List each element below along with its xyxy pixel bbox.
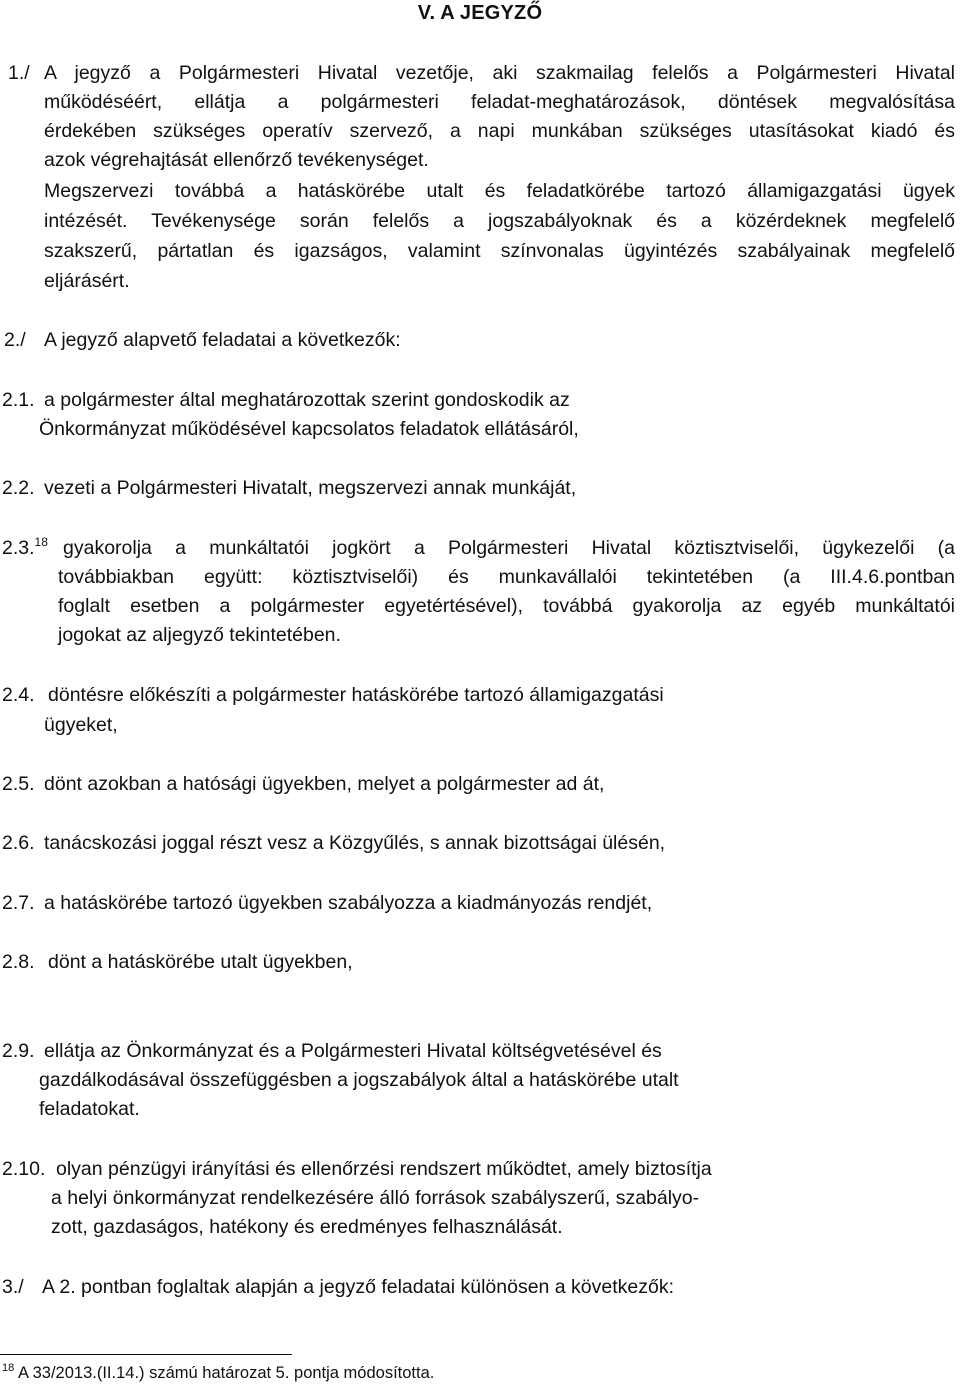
item-number	[2, 534, 48, 563]
footnote-mark: 18	[2, 1362, 15, 1374]
section1-line: szakszerű, pártatlan és igazságos, valamint színvonalas ügyintézés szabályainak megfelelő	[44, 240, 955, 262]
item-number: 2.7.	[2, 892, 35, 914]
item-line: feladatokat.	[39, 1098, 140, 1120]
section1-line: érdekében szükséges operatív szervező, a napi munkában szükséges utasításokat kiadó és	[44, 120, 955, 142]
item-line: tanácskozási joggal részt vesz a Közgyűlés, s annak bizottságai ülésén,	[44, 832, 666, 854]
item-line: a polgármester által meghatározottak szerint gondoskodik az	[44, 389, 570, 411]
item-line: foglalt esetben a polgármester egyetértésével), továbbá gyakorolja az egyéb munkáltatói	[58, 595, 955, 617]
item-number: 2.5.	[2, 773, 35, 795]
item-line: továbbiakban együtt: köztisztviselői) és munkavállalói tekintetében (a III.4.6.pontban	[58, 566, 955, 588]
section1-line: eljárásért.	[44, 270, 130, 292]
section1-line: működéséért, ellátja a polgármesteri feladat-meghatározások, döntések megvalósítása	[44, 91, 955, 113]
item-line: a hatáskörébe tartozó ügyekben szabályozza a kiadmányozás rendjét,	[44, 892, 653, 914]
item-line: gyakorolja a munkáltatói jogkört a Polgármesteri Hivatal köztisztviselői, ügykezelői (a	[63, 537, 955, 559]
item-line: döntésre előkészíti a polgármester hatáskörébe tartozó államigazgatási	[48, 684, 664, 706]
item-line: gazdálkodásával összefüggésben a jogszabályok által a hatáskörébe utalt	[39, 1069, 679, 1091]
section1-number: 1./	[8, 62, 30, 84]
section2-number: 2./	[4, 329, 26, 351]
footnote-divider	[0, 1354, 292, 1355]
item-number: 2.6.	[2, 832, 35, 854]
section3-number: 3./	[2, 1276, 24, 1298]
item-number: 2.1.	[2, 389, 35, 411]
item-line: jogokat az aljegyző tekintetében.	[58, 624, 341, 646]
footnote-text: A 33/2013.(II.14.) számú határozat 5. pontja módosította.	[17, 1364, 435, 1382]
item-number: 2.9.	[2, 1040, 35, 1062]
item-number: 2.2.	[2, 477, 35, 499]
item-line: dönt a hatáskörébe utalt ügyekben,	[48, 951, 353, 973]
section3-text: A 2. pontban foglaltak alapján a jegyző feladatai különösen a következők:	[42, 1276, 675, 1298]
item-line: a helyi önkormányzat rendelkezésére álló források szabályszerű, szabályo-	[51, 1187, 700, 1209]
footnote	[2, 1362, 434, 1384]
item-number: 2.10.	[2, 1158, 46, 1180]
section1-line: azok végrehajtását ellenőrző tevékenységet.	[44, 149, 429, 171]
item-line: vezeti a Polgármesteri Hivatalt, megszervezi annak munkáját,	[44, 477, 577, 499]
section1-line: A jegyző a Polgármesteri Hivatal vezetője, aki szakmailag felelős a Polgármesteri Hivatal	[44, 62, 955, 84]
item-line: olyan pénzügyi irányítási és ellenőrzési rendszert működtet, amely biztosítja	[56, 1158, 712, 1180]
item-line: ügyeket,	[44, 714, 118, 736]
section1-line: intézését. Tevékenysége során felelős a jogszabályoknak és a közérdeknek megfelelő	[44, 210, 955, 232]
footnote-reference: 18	[34, 535, 48, 549]
item-line: ellátja az Önkormányzat és a Polgármesteri Hivatal költségvetésével és	[44, 1040, 662, 1062]
section2-heading: A jegyző alapvető feladatai a következők:	[44, 329, 401, 351]
item-line: zott, gazdaságos, hatékony és eredményes felhasználását.	[51, 1216, 563, 1238]
item-number: 2.4.	[2, 684, 35, 706]
item-line: dönt azokban a hatósági ügyekben, melyet a polgármester ad át,	[44, 773, 605, 795]
page-title: V. A JEGYZŐ	[417, 2, 543, 24]
section1-line: Megszervezi továbbá a hatáskörébe utalt és feladatkörébe tartozó államigazgatási ügyek	[44, 180, 955, 202]
item-line: Önkormányzat működésével kapcsolatos feladatok ellátásáról,	[39, 418, 579, 440]
item-number: 2.8.	[2, 951, 35, 973]
item-number-text: 2.3.	[2, 537, 35, 559]
